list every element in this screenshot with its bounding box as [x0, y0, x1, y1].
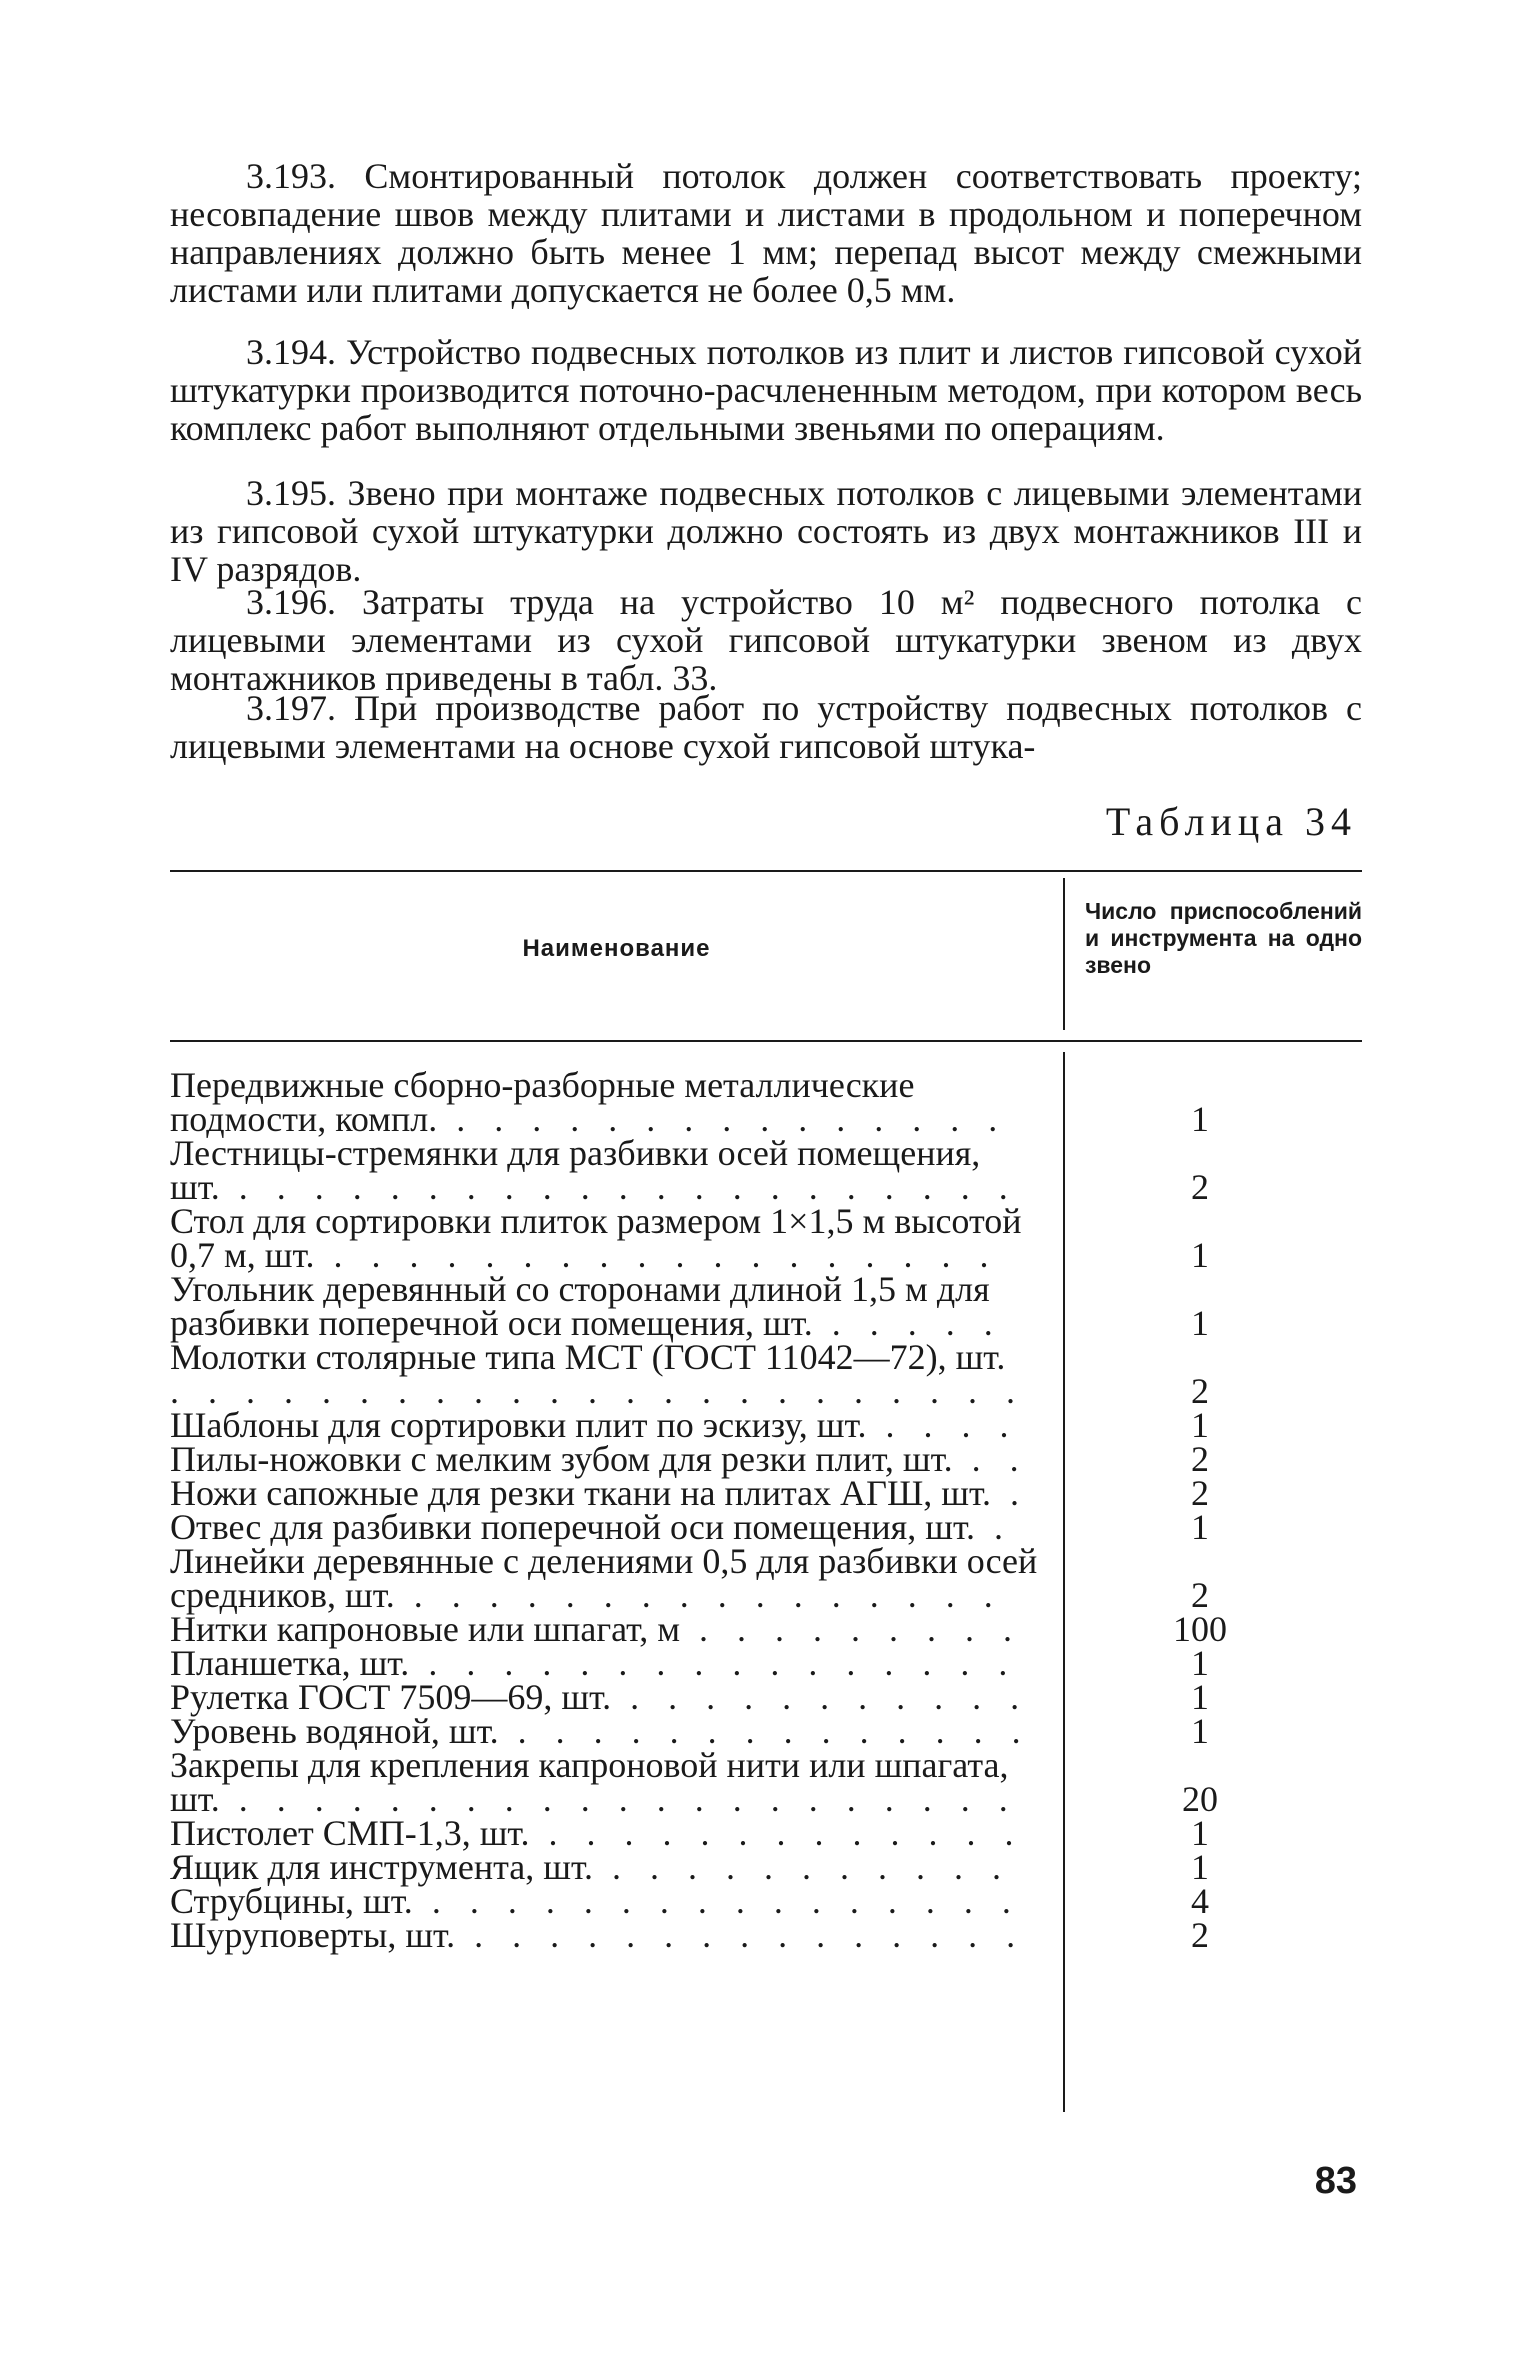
table-row [170, 1881, 1362, 1921]
table-cell-count: 2 [1191, 1915, 1209, 1955]
table-cell-name [170, 1473, 1038, 1513]
table-cell-count: 1 [1191, 1847, 1209, 1887]
table-cell-name [170, 1609, 1038, 1649]
dot-leader: . . . . . . . . . . . . . . . . [409, 1643, 1018, 1683]
dot-leader: . . . . [866, 1405, 1019, 1445]
item-name-text: Молотки столярные типа МСТ (ГОСТ 11042—72), шт. [170, 1337, 1006, 1377]
table-cell-count: 4 [1191, 1881, 1209, 1921]
table-cell-count: 1 [1191, 1303, 1209, 1343]
table-cell-name [170, 1133, 1038, 1207]
table-row [170, 1711, 1362, 1751]
paragraph-3-197: 3.197. При производстве работ по устройству подвесных потолков с лицевыми элементами на основе сухой гипсовой штука- [170, 688, 1362, 766]
dot-leader: . . . . . . . . . . . . . . . [455, 1915, 1026, 1955]
dot-leader: . . . . . . . . . . . . . . [498, 1711, 1031, 1751]
table-cell-count: 1 [1191, 1099, 1209, 1139]
table-cell-count: 20 [1182, 1779, 1218, 1819]
table-row [170, 1847, 1362, 1887]
table-cell-count: 1 [1191, 1813, 1209, 1853]
table-row [170, 1337, 1362, 1411]
item-name-text: Угольник деревянный со сторонами длиной 1,5 м для разбивки поперечной оси помещения, шт. [170, 1269, 990, 1343]
item-name-text: Закрепы для крепления капроновой нити или шпагата, шт. [170, 1745, 1009, 1819]
table-row [170, 1677, 1362, 1717]
item-name-text: Стол для сортировки плиток размером 1×1,5 м высотой 0,7 м, шт. [170, 1201, 1022, 1275]
dot-leader: . . . . . . . . . . . . . . . . . . . . . [219, 1167, 1018, 1207]
table-cell-name [170, 1745, 1038, 1819]
table-cell-count: 1 [1191, 1235, 1209, 1275]
table-row [170, 1813, 1362, 1853]
item-name-text: Передвижные сборно-разборные металлические подмости, компл. [170, 1065, 915, 1139]
table-cell-count: 1 [1191, 1507, 1209, 1547]
table-cell-name [170, 1507, 1038, 1547]
table-row [170, 1133, 1362, 1207]
table-row [170, 1405, 1362, 1445]
table-cell-count: 2 [1191, 1473, 1209, 1513]
table-cell-count: 1 [1191, 1711, 1209, 1751]
paragraph-3-193: 3.193. Смонтированный потолок должен соответствовать проекту; несовпадение швов между плитами и листами в продольном и поперечном направлениях должно быть менее 1 мм; перепад высот между смежными листами или плитами допускается не более 0,5 мм. [170, 156, 1362, 310]
table-cell-name [170, 1541, 1038, 1615]
item-name-text: Линейки деревянные с делениями 0,5 для разбивки осей средников, шт. [170, 1541, 1038, 1615]
table-cell-name [170, 1065, 1038, 1139]
item-name-text: Лестницы-стремянки для разбивки осей помещения, шт. [170, 1133, 981, 1207]
table-cell-name [170, 1201, 1038, 1275]
table-cell-name [170, 1915, 1038, 1955]
table-cell-count: 2 [1191, 1167, 1209, 1207]
item-name-text: Уровень водяной, шт. [170, 1711, 499, 1751]
dot-leader: . . . . . . . . . . . . . . . . [394, 1575, 1003, 1615]
table-cell-count: 2 [1191, 1575, 1209, 1615]
table-body [170, 1065, 1362, 1955]
table-cell-count: 2 [1191, 1371, 1209, 1411]
table-cell-count: 1 [1191, 1677, 1209, 1717]
table-cell-name [170, 1711, 1038, 1751]
table-caption: Таблица 34 [1105, 799, 1357, 844]
item-name-text: Пистолет СМП-1,3, шт. [170, 1813, 530, 1853]
paragraph-3-195: 3.195. Звено при монтаже подвесных потолков с лицевыми элементами из гипсовой сухой штукатурки должно состоять из двух монтажников III и IV разрядов. [170, 473, 1362, 589]
item-name-text: Отвес для разбивки поперечной оси помещения, шт. [170, 1507, 975, 1547]
table-header-name: Наименование [522, 935, 711, 962]
item-name-text: Струбцины, шт. [170, 1881, 413, 1921]
item-name-text: Планшетка, шт. [170, 1643, 410, 1683]
dot-leader: . . . . . . . . . . . . . . . . . . [314, 1235, 999, 1275]
item-name-text: Ножи сапожные для резки ткани на плитах АГШ, шт. [170, 1473, 992, 1513]
dot-leader: . . . . . . . . . . . . . . . [437, 1099, 1008, 1139]
item-name-text: Ящик для инструмента, шт. [170, 1847, 593, 1887]
table-row [170, 1609, 1362, 1649]
table-row [170, 1439, 1362, 1479]
table-cell-name [170, 1643, 1038, 1683]
table-row [170, 1745, 1362, 1819]
dot-leader: . . . . . [812, 1303, 1003, 1343]
table-row [170, 1915, 1362, 1955]
dot-leader: . . . . . . . . . . . . . . . . [412, 1881, 1021, 1921]
table-cell-name [170, 1439, 1038, 1479]
table-row [170, 1201, 1362, 1275]
table-row [170, 1541, 1362, 1615]
table-cell-name [170, 1847, 1038, 1887]
dot-leader: . . . . . . . . . [679, 1609, 1022, 1649]
table-row [170, 1643, 1362, 1683]
dot-leader: . [975, 1507, 1013, 1547]
paragraph-3-194: 3.194. Устройство подвесных потолков из плит и листов гипсовой сухой штукатурки производится поточно-расчлененным методом, при котором весь комплекс работ выполняют отдельными звеньями по операциям. [170, 332, 1362, 448]
item-name-text: Шаблоны для сортировки плит по эскизу, шт. [170, 1405, 867, 1445]
table-row [170, 1507, 1362, 1547]
dot-leader: . . . . . . . . . . . . . [529, 1813, 1024, 1853]
table-row [170, 1269, 1362, 1343]
table-cell-count: 2 [1191, 1439, 1209, 1479]
table-cell-name [170, 1881, 1038, 1921]
dot-leader: . . . . . . . . . . . [592, 1847, 1011, 1887]
table-cell-name [170, 1269, 1038, 1343]
dot-leader: . . . . . . . . . . . [611, 1677, 1030, 1717]
item-name-text: Шуруповерты, шт. [170, 1915, 456, 1955]
table-cell-count: 1 [1191, 1405, 1209, 1445]
table-cell-name [170, 1813, 1038, 1853]
table-header-divider [1063, 878, 1065, 1030]
item-name-text: Нитки капроновые или шпагат, м [170, 1609, 680, 1649]
dot-leader: . [991, 1473, 1030, 1513]
dot-leader: . . [952, 1439, 1029, 1479]
table-header-count: Число приспособлений и инструмента на одно звено [1085, 898, 1362, 978]
paragraph-3-196: 3.196. Затраты труда на устройство 10 м² подвесного потолка с лицевыми элементами из сухой гипсовой штукатурки звеном из двух монтажников приведены в табл. 33. [170, 582, 1362, 698]
table-header-rule [170, 1040, 1362, 1042]
item-name-text: Пилы-ножовки с мелким зубом для резки плит, шт. [170, 1439, 953, 1479]
dot-leader: . . . . . . . . . . . . . . . . . . . . . . . [170, 1371, 1025, 1411]
table-row [170, 1473, 1362, 1513]
table-row [170, 1065, 1362, 1139]
page-number: 83 [1314, 2160, 1357, 2202]
table-cell-name [170, 1337, 1038, 1411]
table-cell-name [170, 1677, 1038, 1717]
table-cell-count: 1 [1191, 1643, 1209, 1683]
table-cell-count: 100 [1173, 1609, 1227, 1649]
table-top-rule [170, 870, 1362, 872]
item-name-text: Рулетка ГОСТ 7509—69, шт. [170, 1677, 612, 1717]
table-cell-name [170, 1405, 1038, 1445]
dot-leader: . . . . . . . . . . . . . . . . . . . . . [219, 1779, 1018, 1819]
